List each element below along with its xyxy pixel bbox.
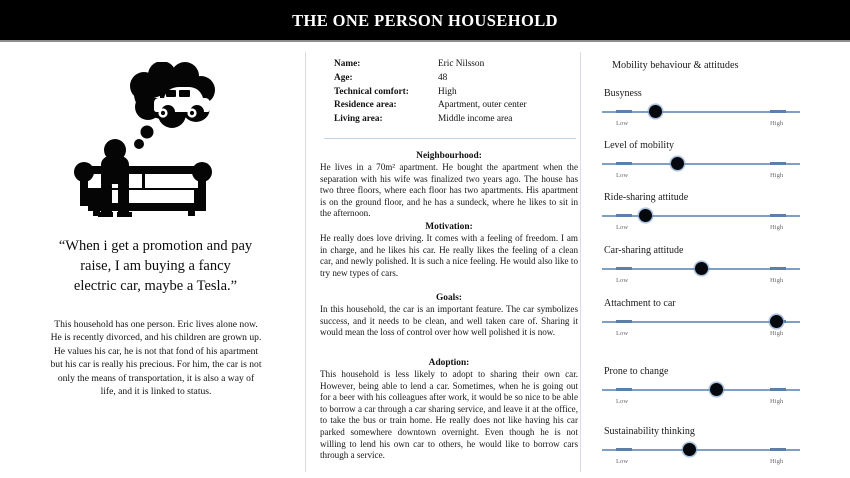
divider-left bbox=[305, 52, 306, 472]
slider-scale-high: High bbox=[770, 224, 784, 231]
profile-key-residence-area: Residence area: bbox=[334, 100, 397, 111]
slider-prone-to-change[interactable] bbox=[602, 366, 804, 414]
slider-scale-low: Low bbox=[616, 277, 629, 284]
slider-handle[interactable] bbox=[710, 383, 723, 396]
table-row bbox=[334, 58, 578, 72]
slider-scale-low: Low bbox=[616, 330, 629, 337]
slider-scale-high: High bbox=[770, 458, 784, 465]
divider-right bbox=[580, 52, 581, 472]
slider-tick-high bbox=[770, 162, 786, 165]
slider-tick-low bbox=[616, 162, 632, 165]
slider-tick-low bbox=[616, 214, 632, 217]
slider-tick-low bbox=[616, 388, 632, 391]
mobility-panel-title: Mobility behaviour & attitudes bbox=[612, 60, 739, 71]
slider-label: Car-sharing attitude bbox=[604, 245, 684, 256]
section-neighbourhood bbox=[320, 151, 578, 220]
section-body: He lives in a 70m² apartment. He bought the apartment when the separation with his wife was finalized two years ago. The house has two three floors, where each floor has two apartments. His apartment is on the ground floor, and he has a sundeck, where he likes to sit in the afternoon. bbox=[320, 162, 578, 219]
persona-intro-paragraph: This household has one person. Eric lives alone now. He is recently divorced, and his children are grown up. He values his car, he is not that fond of his apartment but his car is really his precious. For him, the car is not only the means of transportation, it is also a way of life, and it is linked to status. bbox=[50, 319, 262, 398]
slider-scale-high: High bbox=[770, 120, 784, 127]
table-row bbox=[334, 86, 578, 100]
section-body: In this household, the car is an important feature. The car symbolizes success, and it needs to be clean, and well taken care of. Sharing it would mean the loss of control over how well polished it is now. bbox=[320, 304, 578, 338]
slider-label: Busyness bbox=[604, 88, 642, 99]
slider-tick-high bbox=[770, 448, 786, 451]
slider-handle[interactable] bbox=[695, 262, 708, 275]
divider-rule-top bbox=[324, 138, 576, 139]
slider-ride-sharing-attitude[interactable] bbox=[602, 192, 804, 240]
right-panel bbox=[590, 50, 850, 478]
profile-table bbox=[334, 58, 578, 127]
slider-scale-low: Low bbox=[616, 120, 629, 127]
slider-scale-low: Low bbox=[616, 458, 629, 465]
section-heading: Neighbourhood: bbox=[416, 151, 482, 161]
slider-tick-low bbox=[616, 320, 632, 323]
middle-panel bbox=[312, 50, 578, 478]
slider-handle[interactable] bbox=[649, 105, 662, 118]
slider-label: Prone to change bbox=[604, 366, 669, 377]
profile-value-name: Eric Nilsson bbox=[438, 59, 485, 69]
table-row bbox=[334, 113, 578, 127]
page-title: THE ONE PERSON HOUSEHOLD bbox=[292, 11, 558, 30]
section-heading: Goals: bbox=[435, 293, 463, 303]
section-adoption bbox=[320, 358, 578, 462]
slider-tick-high bbox=[770, 267, 786, 270]
slider-busyness[interactable] bbox=[602, 88, 804, 136]
profile-value-age: 48 bbox=[438, 72, 448, 83]
slider-level-of-mobility[interactable] bbox=[602, 140, 804, 188]
profile-key-age: Age: bbox=[334, 72, 353, 83]
slider-sustainability-thinking[interactable] bbox=[602, 426, 804, 474]
section-goals bbox=[320, 293, 578, 339]
slider-car-sharing-attitude[interactable] bbox=[602, 245, 804, 293]
slider-tick-low bbox=[616, 267, 632, 270]
profile-value-living-area: Middle income area bbox=[438, 114, 513, 125]
slider-scale-low: Low bbox=[616, 224, 629, 231]
slider-scale-high: High bbox=[770, 330, 784, 337]
slider-tick-high bbox=[770, 388, 786, 391]
persona-quote: “When i get a promotion and pay raise, I am buying a fancy electric car, maybe a Tesla.” bbox=[58, 238, 253, 294]
slider-handle[interactable] bbox=[683, 443, 696, 456]
table-row bbox=[334, 72, 578, 86]
profile-value-technical-comfort: High bbox=[438, 86, 457, 97]
table-row bbox=[334, 99, 578, 113]
slider-scale-low: Low bbox=[616, 172, 629, 179]
slider-attachment-to-car[interactable] bbox=[602, 298, 804, 346]
slider-label: Level of mobility bbox=[604, 140, 674, 151]
slider-handle[interactable] bbox=[639, 209, 652, 222]
slider-tick-high bbox=[770, 110, 786, 113]
slider-label: Attachment to car bbox=[604, 298, 676, 309]
profile-key-living-area: Living area: bbox=[334, 114, 383, 125]
profile-key-name: Name: bbox=[334, 59, 361, 69]
section-body: He really does love driving. It comes with a feeling of freedom. I am in charge, and he likes his car. He really likes the feeling of a clean car, and newly polished. It is such a nice feeling. He would also like to try new types of cars. bbox=[320, 233, 578, 278]
slider-scale-low: Low bbox=[616, 398, 629, 405]
profile-value-residence-area: Apartment, outer center bbox=[438, 100, 527, 111]
slider-tick-high bbox=[770, 214, 786, 217]
left-panel bbox=[0, 46, 305, 478]
profile-key-technical-comfort: Technical comfort: bbox=[334, 86, 409, 97]
slider-scale-high: High bbox=[770, 172, 784, 179]
slider-tick-low bbox=[616, 448, 632, 451]
section-motivation bbox=[320, 222, 578, 279]
slider-label: Ride-sharing attitude bbox=[604, 192, 689, 203]
slider-handle[interactable] bbox=[770, 315, 783, 328]
slider-tick-low bbox=[616, 110, 632, 113]
section-heading: Adoption: bbox=[428, 358, 470, 368]
persona-illustration bbox=[52, 62, 252, 227]
sofa-icon bbox=[74, 162, 212, 216]
slider-handle[interactable] bbox=[671, 157, 684, 170]
section-heading: Motivation: bbox=[425, 222, 473, 232]
section-body: This household is less likely to adopt to sharing their own car. However, being able to lend a car. Sometimes, when he is going out for a beer with his colleagues after work, it would be so nice to be able to borrow a car through a car sharing service, and leave it at the office, to take the bus or train home. He really does not like having his car parked somewhere downtown overnight. Even though he is not willing to lend his own car to others, he would like to borrow cars through a service. bbox=[320, 369, 578, 461]
slider-scale-high: High bbox=[770, 398, 784, 405]
slider-scale-high: High bbox=[770, 277, 784, 284]
slider-label: Sustainability thinking bbox=[604, 426, 695, 437]
